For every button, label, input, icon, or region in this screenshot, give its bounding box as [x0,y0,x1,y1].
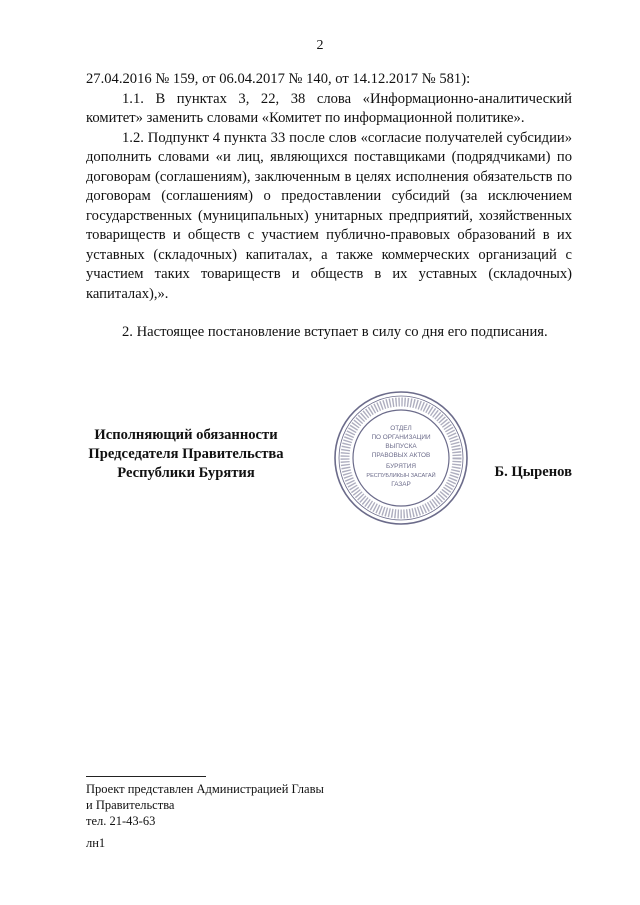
seal-text: РЕСПУБЛИКЫН ЗАСАГАЙ [366,473,436,479]
footnote-divider [86,776,206,777]
footnote [86,781,386,829]
footnote-line: и Правительства [86,798,175,812]
document-body [86,70,572,343]
page-number: 2 [316,38,324,53]
signatory-title [86,426,286,483]
seal-text: БУРЯТИЯ [386,463,416,470]
seal-text: ПО ОРГАНИЗАЦИИ [371,434,431,441]
signatory-title-line: Республики Бурятия [117,465,255,481]
signatory-title-line: Председателя Правительства [88,446,284,462]
seal-text: ПРАВОВЫХ АКТОВ [371,452,431,459]
seal-text: ВЫПУСКА [385,443,417,450]
paragraph-1-1: 1.1. В пунктах 3, 22, 38 слова «Информационно-аналитический комитет» заменить словами «Комитет по информационной политике». [86,90,572,126]
paragraph-2: 2. Настоящее постановление вступает в силу со дня его подписания. [122,324,548,340]
document-code: лн1 [86,836,106,850]
footnote-line: Проект представлен Администрацией Главы [86,782,324,796]
seal-text: ОТДЕЛ [390,425,412,432]
footnote-phone: тел. 21-43-63 [86,814,156,828]
signatory-title-line: Исполняющий обязанности [94,427,278,443]
paragraph-1-2: 1.2. Подпункт 4 пункта 33 после слов «согласие получателей субсидии» дополнить словами «и лиц, являющихся поставщиками (подрядчиками) по договорам (соглашениям), заключенным в целях исполнения обязательств по договорам (соглашениям) о предоставлении субсидий (за исключением государственных (муниципальных) унитарных предприятий, хозяйственных товариществ и обществ с участием публично-правовых образований в их уставных (складочных) капиталах, а также коммерческих организаций с участием таких товариществ и обществ в их уставных (складочных) капиталах),». [86,129,572,302]
signatory-name: Б. Цыренов [494,464,572,480]
paragraph-amendment-dates: 27.04.2016 № 159, от 06.04.2017 № 140, от 14.12.2017 № 581): [86,71,471,87]
official-seal-stamp [333,390,469,526]
seal-text: ГАЗАР [391,481,411,488]
